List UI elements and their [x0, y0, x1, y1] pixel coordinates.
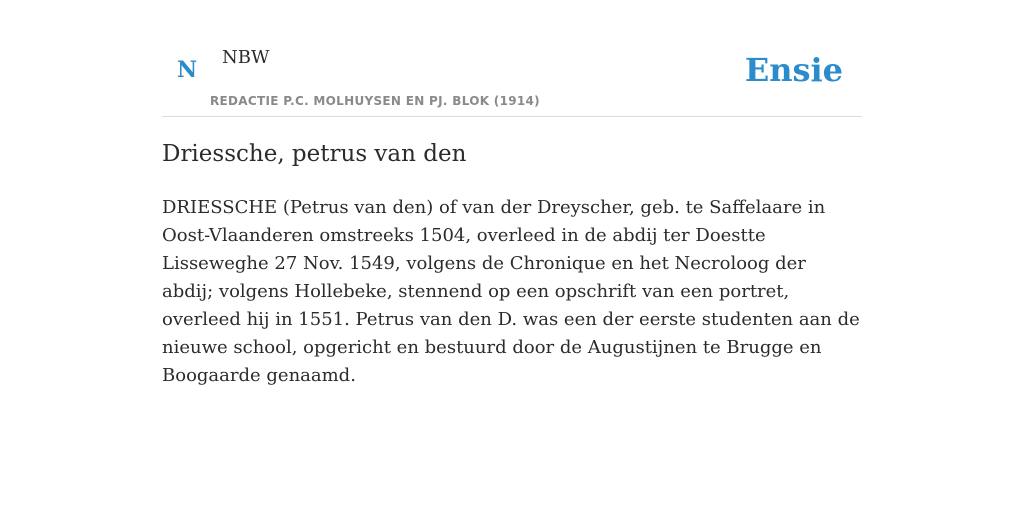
article-body: DRIESSCHE (Petrus van den) of van der Dreyscher, geb. te Saffelaare in Oost-Vlaanderen omstreeks 1504, overleed in de abdij ter Doestte Lisseweghe 27 Nov. 1549, volgens de Chronique en het Necroloog der abdij; volgens Hollebeke, stennend op een opschrift van een portret, overleed hij in 1551. Petrus van den D. was een der eerste studenten aan de nieuwe school, opgericht en bestuurd door de Augustijnen te Brugge en Boogaarde genaamd. — [162, 197, 860, 386]
site-name-link[interactable]: NBW — [222, 47, 270, 68]
article — [162, 138, 862, 390]
ensie-brand-logo[interactable]: Ensie — [744, 51, 843, 89]
article-title: Driessche, petrus van den — [162, 141, 467, 167]
nbw-logo-mark[interactable]: N — [177, 57, 198, 83]
site-header — [162, 0, 862, 117]
editors-subtitle: REDACTIE P.C. MOLHUYSEN EN PJ. BLOK (1914) — [210, 94, 540, 108]
